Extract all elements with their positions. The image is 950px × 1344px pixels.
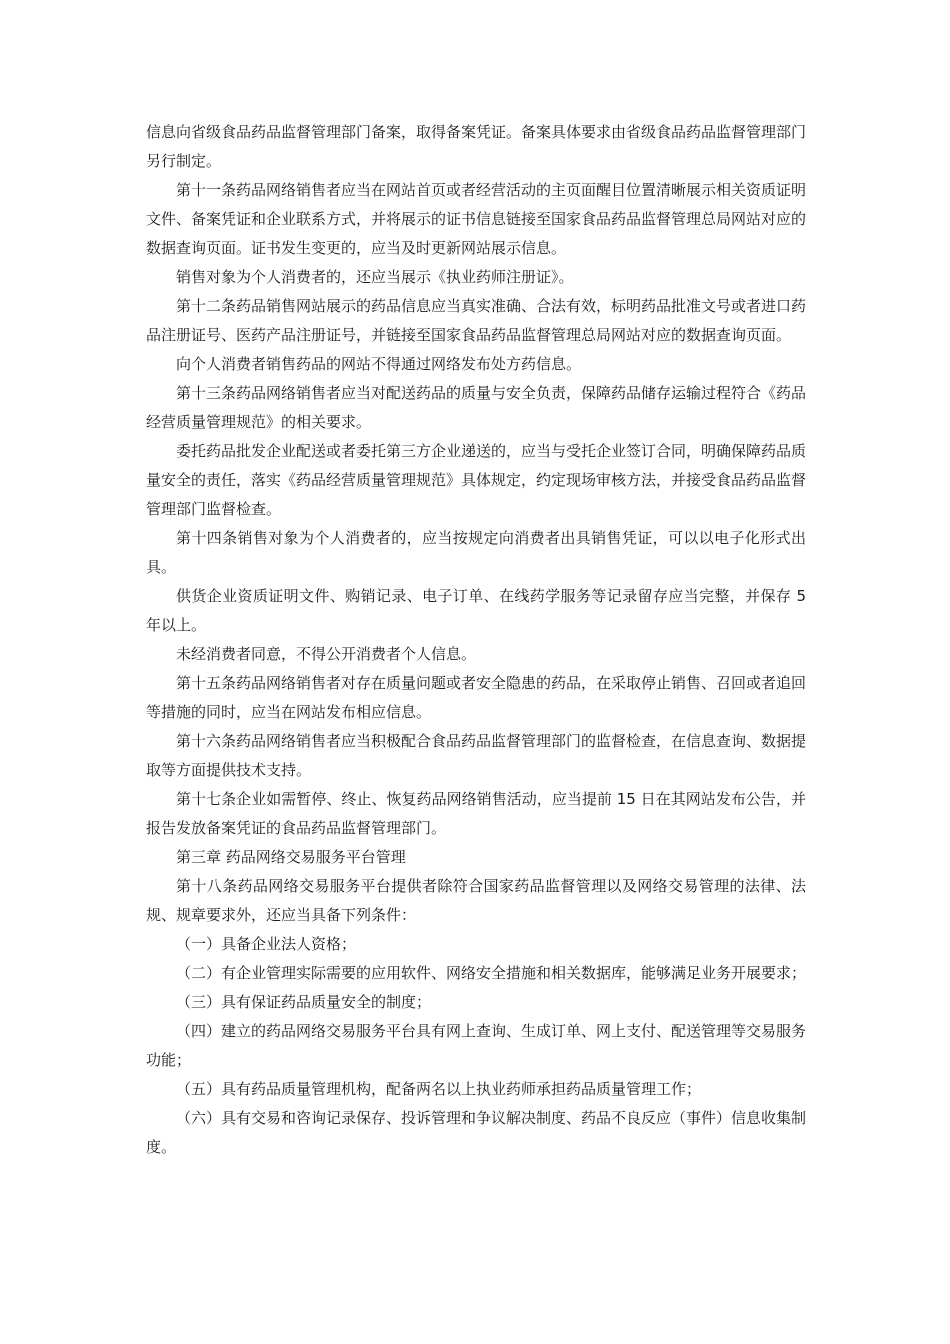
paragraph: 第十八条药品网络交易服务平台提供者除符合国家药品监督管理以及网络交易管理的法律、法规、规章要求外，还应当具备下列条件： <box>146 877 806 924</box>
list-item: （六）具有交易和咨询记录保存、投诉管理和争议解决制度、药品不良反应（事件）信息收集制度。 <box>146 1109 807 1156</box>
paragraph: 第十五条药品网络销售者对存在质量问题或者安全隐患的药品，在采取停止销售、召回或者追回等措施的同时，应当在网站发布相应信息。 <box>146 674 807 721</box>
paragraph: 第十二条药品销售网站展示的药品信息应当真实准确、合法有效，标明药品批准文号或者进口药品注册证号、医药产品注册证号，并链接至国家食品药品监督管理总局网站对应的数据查询页面。 <box>146 297 807 344</box>
paragraph: 第十六条药品网络销售者应当积极配合食品药品监督管理部门的监督检查，在信息查询、数据提取等方面提供技术支持。 <box>146 732 807 779</box>
paragraph: 未经消费者同意，不得公开消费者个人信息。 <box>176 645 477 663</box>
paragraph: 第十三条药品网络销售者应当对配送药品的质量与安全负责，保障药品储存运输过程符合《药品经营质量管理规范》的相关要求。 <box>146 384 807 431</box>
list-item: （一）具备企业法人资格； <box>176 935 357 953</box>
chapter-heading: 第三章 药品网络交易服务平台管理 <box>176 848 406 866</box>
paragraph: 信息向省级食品药品监督管理部门备案，取得备案凭证。备案具体要求由省级食品药品监督管理部门另行制定。 <box>146 123 807 170</box>
paragraph: 第十一条药品网络销售者应当在网站首页或者经营活动的主页面醒目位置清晰展示相关资质证明文件、备案凭证和企业联系方式，并将展示的证书信息链接至国家食品药品监督管理总局网站对应的数据查询页面。证书发生变更的，应当及时更新网站展示信息。 <box>146 181 807 257</box>
list-item: （三）具有保证药品质量安全的制度； <box>176 993 432 1011</box>
list-item: （五）具有药品质量管理机构，配备两名以上执业药师承担药品质量管理工作； <box>176 1080 702 1098</box>
list-item: （二）有企业管理实际需要的应用软件、网络安全措施和相关数据库，能够满足业务开展要求； <box>176 964 807 982</box>
paragraph: 第十七条企业如需暂停、终止、恢复药品网络销售活动，应当提前 15 日在其网站发布公告，并报告发放备案凭证的食品药品监督管理部门。 <box>146 790 806 837</box>
paragraph: 第十四条销售对象为个人消费者的，应当按规定向消费者出具销售凭证，可以以电子化形式出具。 <box>146 529 806 576</box>
document-page <box>146 118 806 1162</box>
paragraph: 向个人消费者销售药品的网站不得通过网络发布处方药信息。 <box>176 355 582 373</box>
paragraph: 供货企业资质证明文件、购销记录、电子订单、在线药学服务等记录留存应当完整，并保存 5 年以上。 <box>146 587 806 634</box>
paragraph: 销售对象为个人消费者的，还应当展示《执业药师注册证》。 <box>176 268 574 286</box>
paragraph: 委托药品批发企业配送或者委托第三方企业递送的，应当与受托企业签订合同，明确保障药品质量安全的责任，落实《药品经营质量管理规范》具体规定，约定现场审核方法，并接受食品药品监督管理部门监督检查。 <box>146 442 807 518</box>
list-item: （四）建立的药品网络交易服务平台具有网上查询、生成订单、网上支付、配送管理等交易服务功能； <box>146 1022 807 1069</box>
